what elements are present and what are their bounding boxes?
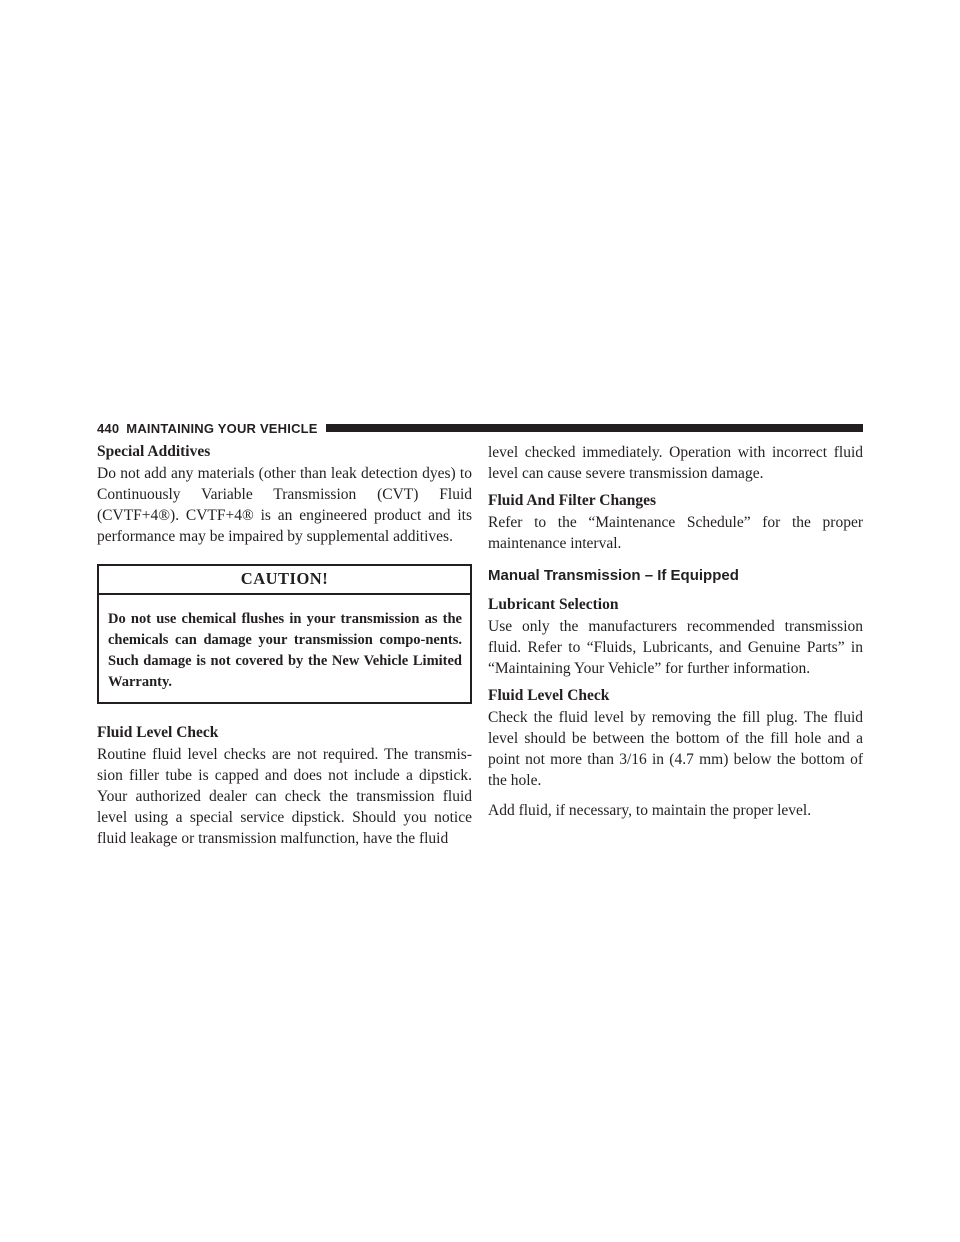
manual-fluid-level-check-body: Check the fluid level by removing the fill plug. The fluid level should be between the bottom of the fill hole and a point not more than 3/16 in (4.7 mm) below the bottom of the hole. (488, 709, 863, 789)
continuation-text: level checked immediately. Operation with incorrect fluid level can cause severe transmission damage. (488, 444, 863, 482)
fluid-filter-changes-body: Refer to the “Maintenance Schedule” for the proper maintenance interval. (488, 514, 863, 552)
lubricant-selection-heading: Lubricant Selection (488, 596, 619, 613)
page-number: 440 (97, 420, 120, 436)
section-title: MAINTAINING YOUR VEHICLE (126, 420, 318, 436)
right-column (488, 442, 863, 821)
caution-title: CAUTION! (99, 566, 470, 595)
caution-body: Do not use chemical flushes in your transmission as the chemicals can damage your transmission compo-nents. Such damage is not covered by the New Vehicle Limited Warranty. (108, 611, 462, 690)
left-column (97, 442, 472, 849)
special-additives-body: Do not add any materials (other than leak detection dyes) to Continuously Variable Transmission (CVT) Fluid (CVTF+4®). CVTF+4® is an engineered product and its performance may be impaired by supplemental additives. (97, 465, 472, 545)
add-fluid-text: Add fluid, if necessary, to maintain the proper level. (488, 802, 812, 819)
page-header (97, 418, 863, 438)
fluid-level-check-body: Routine fluid level checks are not required. The transmis-sion filler tube is capped and does not include a dipstick. Your authorized dealer can check the transmission fluid level using a special service dipstick. Should you notice fluid leakage or transmission malfunction, have the fluid (97, 746, 472, 847)
special-additives-heading: Special Additives (97, 443, 211, 460)
caution-box (97, 564, 472, 704)
manual-fluid-level-check-heading: Fluid Level Check (488, 687, 610, 704)
header-rule (326, 424, 863, 432)
fluid-level-check-heading: Fluid Level Check (97, 724, 219, 741)
fluid-filter-changes-heading: Fluid And Filter Changes (488, 492, 657, 509)
lubricant-selection-body: Use only the manufacturers recommended transmission fluid. Refer to “Fluids, Lubricants, and Genuine Parts” in “Maintaining Your Vehicle” for further information. (488, 618, 863, 677)
manual-transmission-heading: Manual Transmission – If Equipped (488, 567, 739, 584)
header-text (97, 421, 318, 436)
